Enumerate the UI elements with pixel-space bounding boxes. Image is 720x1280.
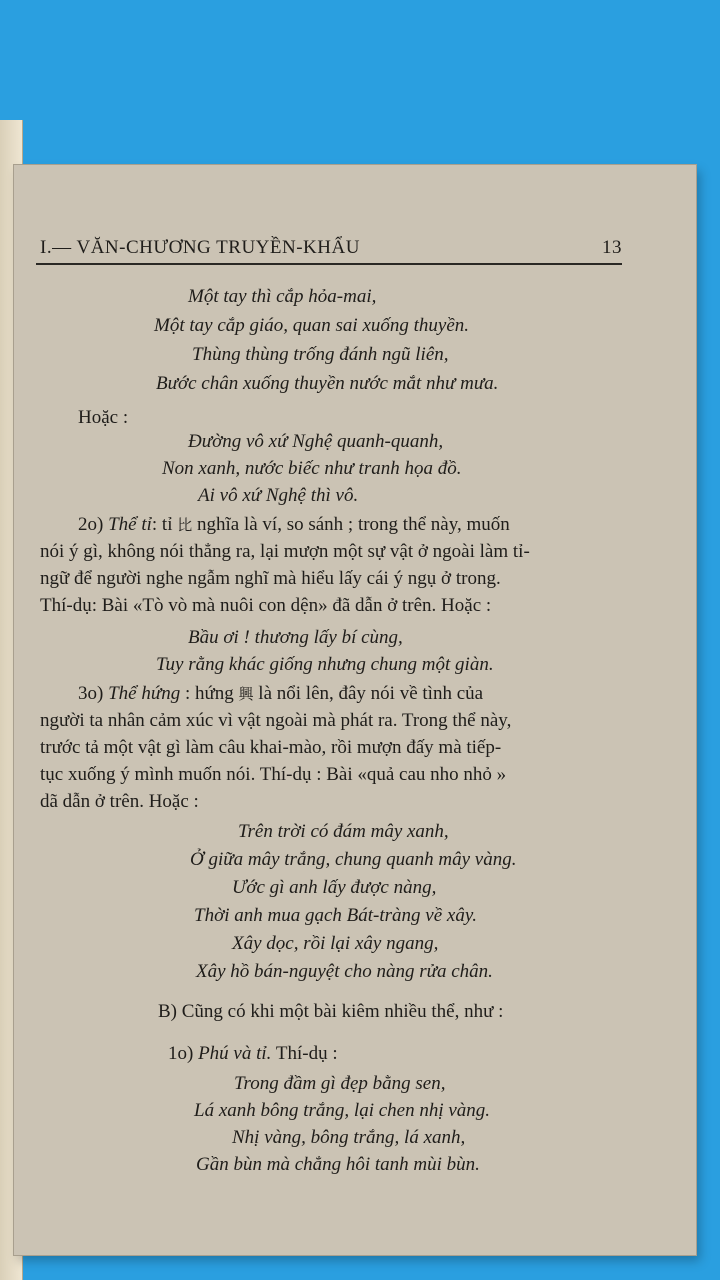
paragraph-text: là nổi lên, đây nói về tình của — [258, 683, 484, 704]
verse-line: Tuy rằng khác giống nhưng chung một giàn. — [156, 654, 494, 675]
verse-line: Ai vô xứ Nghệ thì vô. — [198, 485, 359, 506]
paragraph-line: B) Cũng có khi một bài kiêm nhiều thể, như : — [158, 1001, 504, 1022]
section-number: 3o) — [78, 683, 104, 704]
book-page — [14, 165, 696, 1255]
verse-line: Xây dọc, rồi lại xây ngang, — [232, 933, 439, 954]
verse-line: Ở giữa mây trắng, chung quanh mây vàng. — [190, 849, 517, 870]
verse-line: Ước gì anh lấy được nàng, — [232, 877, 437, 898]
section-term: Phú và tỉ. — [198, 1043, 272, 1064]
verse-line: Trên trời có đám mây xanh, — [238, 821, 449, 842]
section-term: Thể tỉ — [108, 514, 152, 535]
verse-line: Một tay thì cắp hỏa-mai, — [188, 286, 377, 307]
paragraph-line: nói ý gì, không nói thẳng ra, lại mượn một sự vật ở ngoài làm tỉ- — [40, 541, 530, 562]
verse-line: Đường vô xứ Nghệ quanh-quanh, — [188, 431, 444, 452]
verse-line: Nhị vàng, bông trắng, lá xanh, — [232, 1127, 466, 1148]
paragraph-text: : tỉ — [151, 514, 173, 535]
connector-text: Hoặc : — [78, 407, 129, 428]
section-number: 1o) — [168, 1043, 194, 1064]
verse-line: Trong đầm gì đẹp bằng sen, — [234, 1073, 446, 1094]
chinese-character: 興 — [238, 685, 254, 703]
chinese-character: 比 — [177, 516, 193, 534]
paragraph-line: người ta nhân cảm xúc vì vật ngoài mà phát ra. Trong thể này, — [40, 710, 512, 731]
running-header — [36, 237, 622, 265]
page-number: 13 — [602, 237, 622, 258]
verse-line: Thùng thùng trống đánh ngũ liên, — [192, 344, 449, 365]
verse-line: Gần bùn mà chẳng hôi tanh mùi bùn. — [196, 1154, 480, 1175]
paragraph-line: ngữ để người nghe ngẫm nghĩ mà hiểu lấy cái ý ngụ ở trong. — [40, 568, 501, 589]
paragraph-line — [78, 682, 483, 706]
chapter-title: I.— VĂN-CHƯƠNG TRUYỀN-KHẨU — [40, 237, 360, 258]
section-number: 2o) — [78, 514, 104, 535]
paragraph-line — [168, 1042, 338, 1066]
verse-line: Thời anh mua gạch Bát-tràng về xây. — [194, 905, 477, 926]
paragraph-line: trước tả một vật gì làm câu khai-mào, rồi mượn đấy mà tiếp- — [40, 737, 502, 758]
paragraph-line: tục xuống ý mình muốn nói. Thí-dụ : Bài «quả cau nho nhỏ » — [40, 764, 507, 785]
paragraph-text: Thí-dụ : — [275, 1043, 338, 1064]
verse-line: Bước chân xuống thuyền nước mắt như mưa. — [156, 373, 499, 394]
verse-line: Xây hồ bán-nguyệt cho nàng rửa chân. — [196, 961, 493, 982]
verse-line: Bầu ơi ! thương lấy bí cùng, — [188, 627, 403, 648]
paragraph-line: dã dẫn ở trên. Hoặc : — [40, 791, 199, 812]
paragraph-line: Thí-dụ: Bài «Tò vò mà nuôi con dện» đã dẫn ở trên. Hoặc : — [40, 595, 492, 616]
verse-line: Lá xanh bông trắng, lại chen nhị vàng. — [194, 1100, 491, 1121]
paragraph-text: : hứng — [184, 683, 234, 704]
paragraph-line — [78, 513, 510, 537]
verse-line: Một tay cắp giáo, quan sai xuống thuyền. — [154, 315, 470, 336]
paragraph-text: nghĩa là ví, so sánh ; trong thể này, muốn — [197, 514, 510, 535]
section-term: Thể hứng — [108, 683, 181, 704]
verse-line: Non xanh, nước biếc như tranh họa đồ. — [162, 458, 462, 479]
